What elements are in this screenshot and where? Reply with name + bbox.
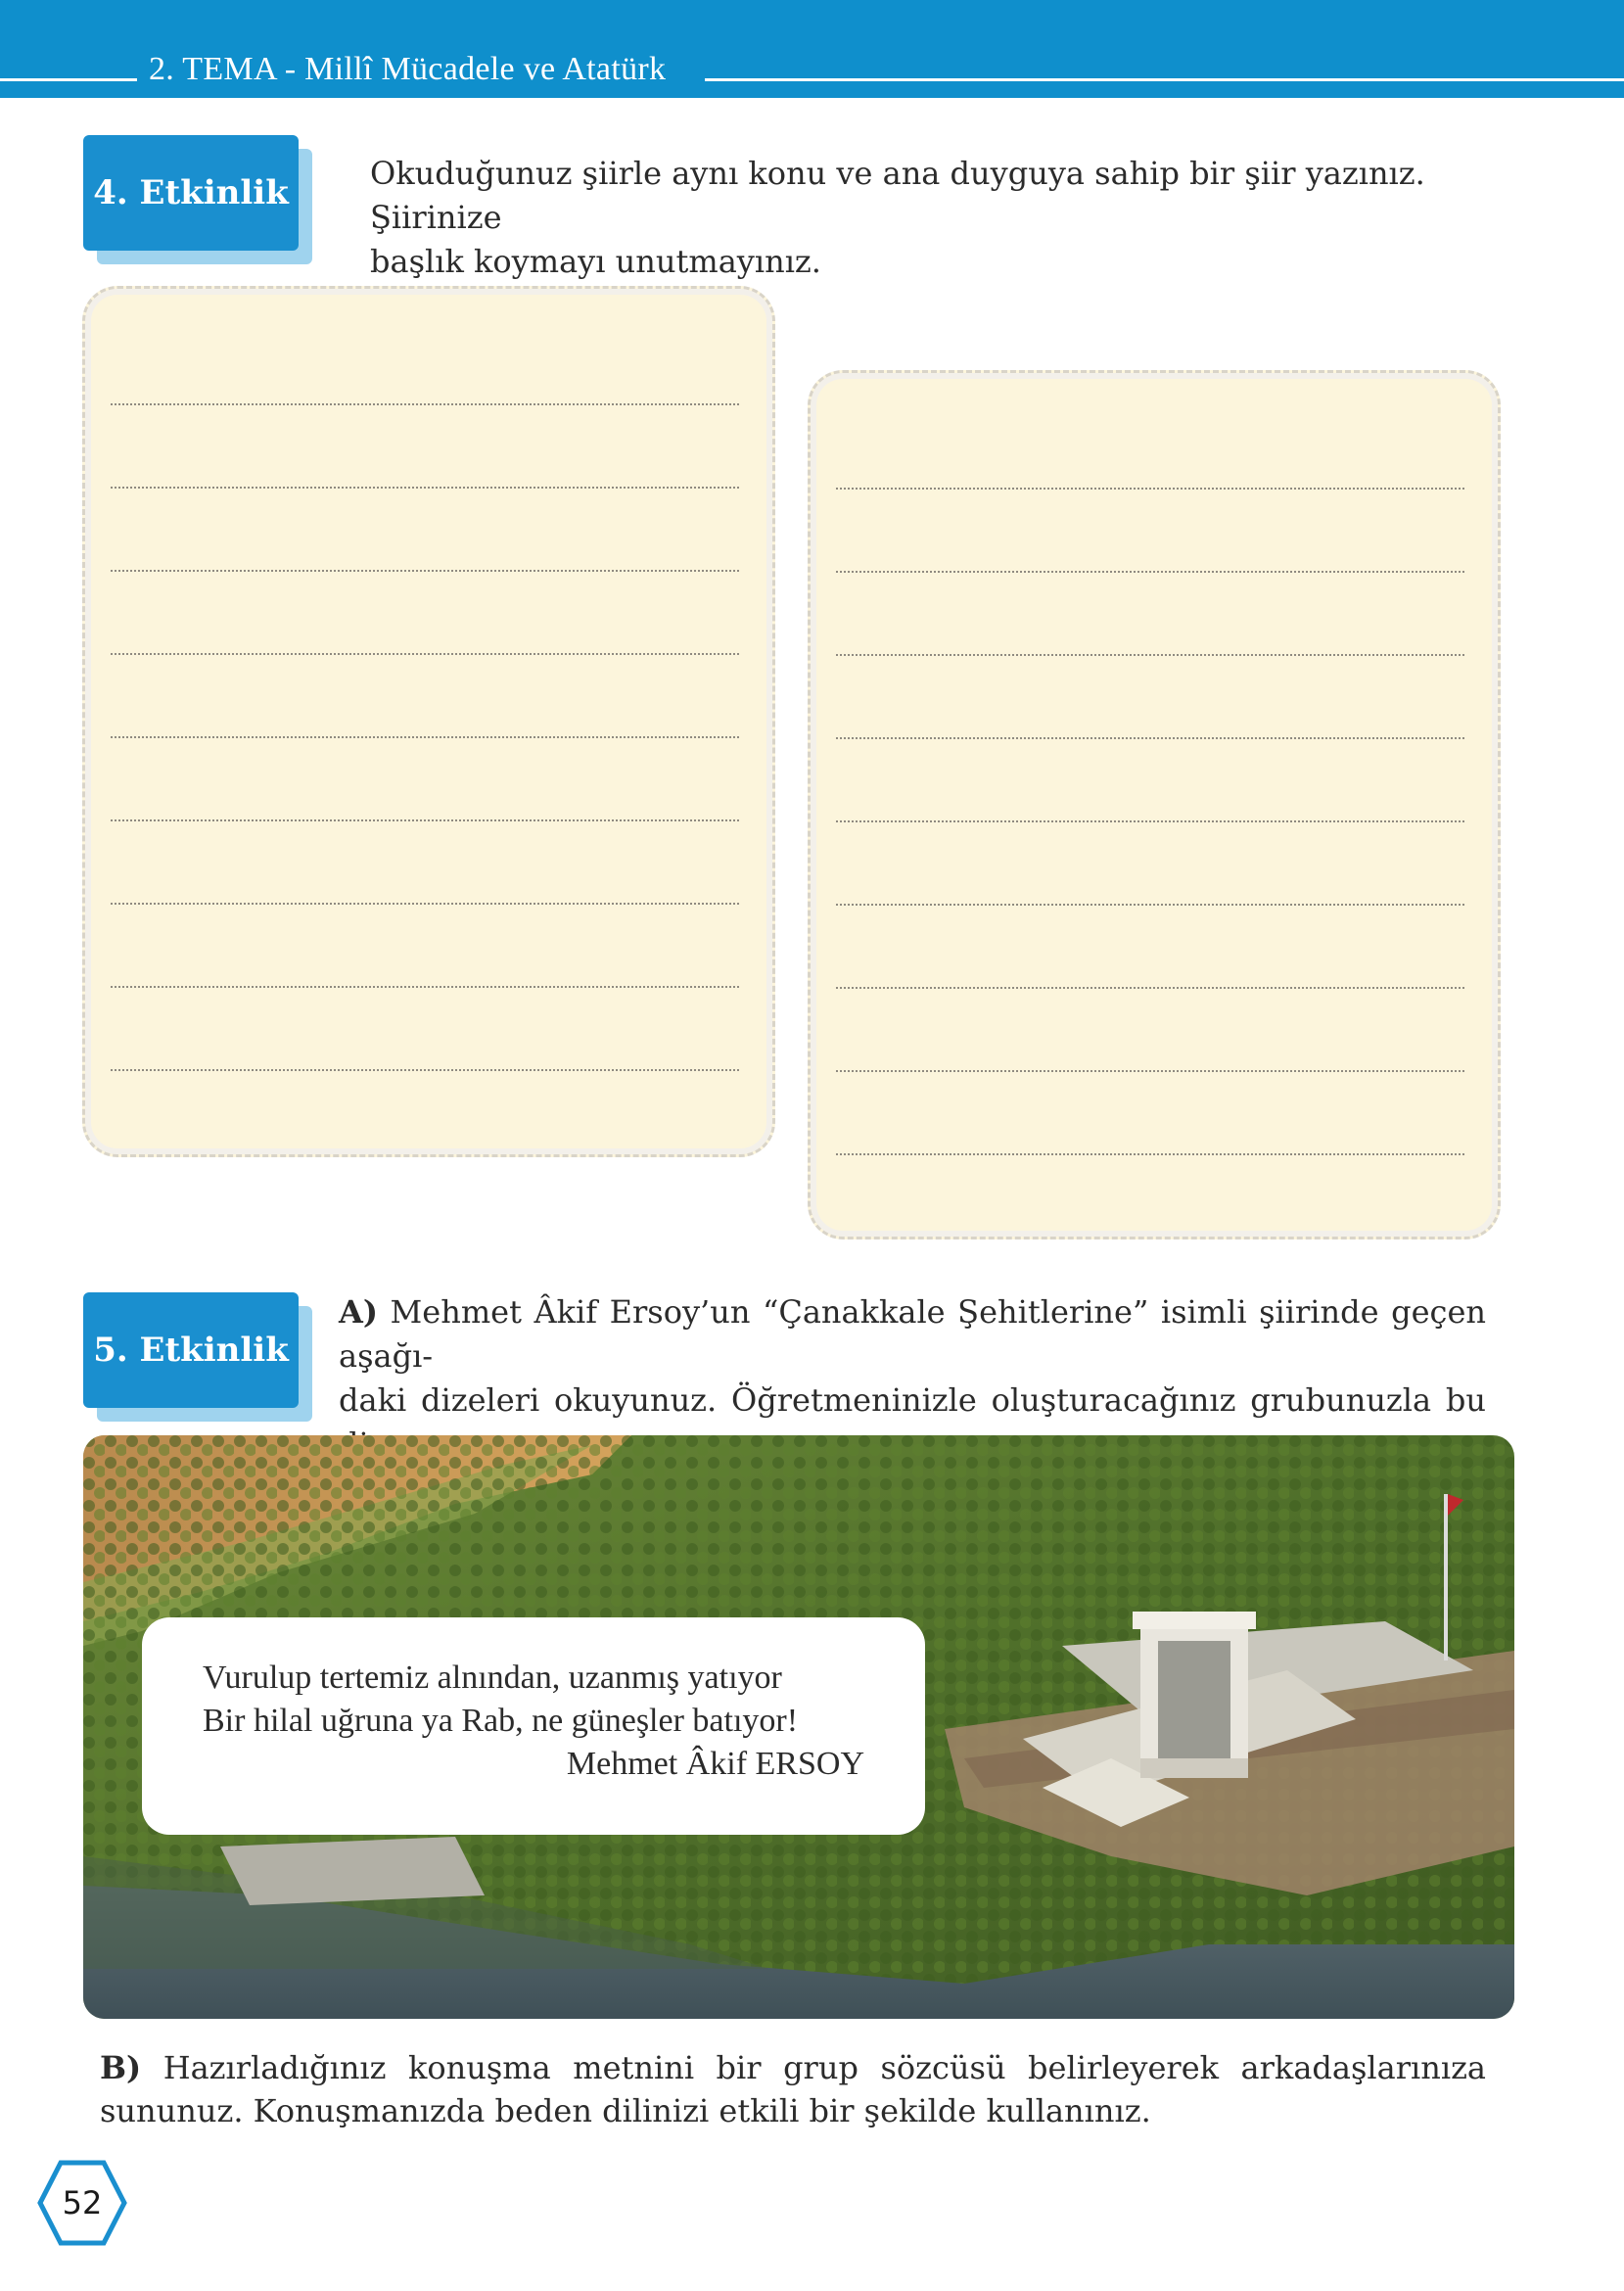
- part-a-line1: Mehmet Âkif Ersoy’un “Çanakkale Şehitlerine” isimli şiirinde geçen aşağı-: [339, 1293, 1487, 1375]
- writing-line[interactable]: [836, 654, 1464, 656]
- writing-line[interactable]: [836, 1070, 1464, 1072]
- writing-line[interactable]: [836, 904, 1464, 906]
- writing-line[interactable]: [111, 986, 739, 988]
- quote-line2: Bir hilal uğruna ya Rab, ne güneşler batıyor!: [203, 1703, 799, 1739]
- activity-4-tag: [83, 135, 299, 251]
- writing-line[interactable]: [111, 819, 739, 821]
- writing-line[interactable]: [111, 736, 739, 738]
- header-rule-right: [705, 78, 1624, 81]
- poem-quote-box: [142, 1617, 925, 1835]
- writing-line[interactable]: [111, 403, 739, 405]
- writing-line[interactable]: [836, 987, 1464, 989]
- activity-4-label: 4. Etkinlik: [83, 135, 299, 251]
- poem-writing-panel-left[interactable]: [82, 286, 775, 1157]
- writing-line[interactable]: [111, 570, 739, 572]
- header-rule-left: [0, 78, 137, 81]
- writing-line[interactable]: [111, 653, 739, 655]
- writing-line[interactable]: [836, 820, 1464, 822]
- writing-line[interactable]: [836, 737, 1464, 739]
- page-number: 52: [62, 2184, 103, 2221]
- part-b-marker: B): [100, 2049, 142, 2086]
- writing-line[interactable]: [111, 903, 739, 905]
- writing-line[interactable]: [111, 1069, 739, 1071]
- page-number-badge: [37, 2159, 127, 2247]
- writing-line[interactable]: [836, 488, 1464, 490]
- activity-4-instruction-line2: başlık koymayı unutmayınız.: [370, 243, 821, 280]
- writing-line[interactable]: [836, 1153, 1464, 1155]
- header-bar: [0, 0, 1624, 98]
- activity-4-instruction: [370, 152, 1506, 284]
- writing-line[interactable]: [111, 487, 739, 489]
- part-a-line2: daki dizeleri okuyunuz. Öğretmeninizle oluşturacağınız grubunuzla bu: [339, 1381, 1486, 1419]
- quote-line1: Vurulup tertemiz alnından, uzanmış yatıyor: [203, 1660, 782, 1696]
- part-a-marker: A): [339, 1293, 378, 1331]
- activity-5-label: 5. Etkinlik: [83, 1292, 299, 1408]
- quote-author: Mehmet Âkif ERSOY: [566, 1746, 864, 1782]
- activity-4-instruction-line1: Okuduğunuz şiirle aynı konu ve ana duyguya sahip bir şiir yazınız. Şiirinize: [370, 155, 1425, 236]
- part-b-text: Hazırladığınız konuşma metnini bir grup sözcüsü belirleyerek arkadaşlarınıza sununuz. Konuşmanızda beden dilinizi etkili bir şekilde kullanınız.: [100, 2049, 1487, 2129]
- theme-title: 2. TEMA - Millî Mücadele ve Atatürk: [149, 51, 667, 87]
- writing-line[interactable]: [836, 571, 1464, 573]
- poem-writing-panel-right[interactable]: [808, 370, 1501, 1239]
- activity-5-tag: [83, 1292, 299, 1408]
- part-b-instruction: [100, 2046, 1486, 2132]
